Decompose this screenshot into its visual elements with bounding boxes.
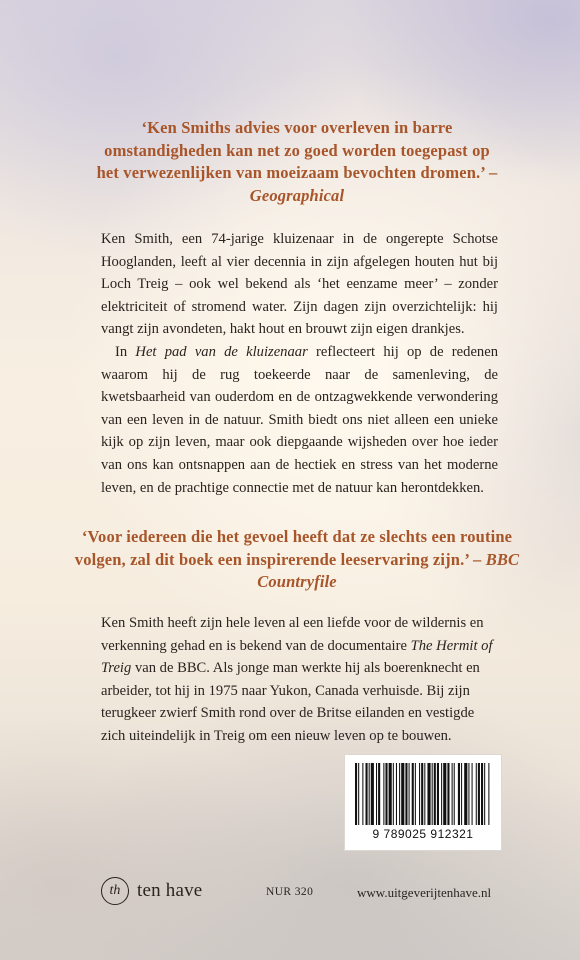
barcode-bar [369,763,370,825]
ten-have-logo-icon: th [101,877,129,905]
description-paragraph-2: In Het pad van de kluizenaar reflecteert hij op de redenen waarom hij de rug toekeerde naar de samenleving, de kwetsbaarheid van ouderdom en de ontzagwekkende verwondering van een leven in de natuur. Smith biedt ons niet alleen een unieke kijk op zijn leven, maar ook diepgaande wijsheden over hoe ieder van ons kan ontsnappen aan de hectiek en stress van het moderne leven, en de prachtige connectie met de natuur kan herontdekken. [101,343,498,496]
barcode-bar [478,763,480,825]
barcode-bar [383,763,384,825]
book-title: Het pad van de kluizenaar [135,343,308,360]
quote-source: BBC Countryfile [257,549,520,591]
publisher-name: ten have [137,880,203,901]
barcode-bar [366,763,368,825]
barcode-bar [464,763,467,825]
barcode-bar [385,763,387,825]
barcode-bar [432,763,433,825]
barcode-bar [393,763,394,825]
barcode-bar [427,763,430,825]
barcode-bar [378,763,380,825]
barcode-bar [415,763,416,825]
publisher-logo [101,873,202,909]
documentary-title: The Hermit of Treig [101,637,493,677]
review-quote-bbc-countryfile [70,526,524,594]
description-paragraph-1: Ken Smith, een 74-jarige kluizenaar in de ongerepte Schotse Hooglanden, leeft al vier decennia in zijn afgelegen houten hut bij Loch Treig – ook wel bekend als ‘het eenzame meer’ – zonder elektriciteit of stromend water. Zijn dagen zijn overzichtelijk: hij vangt zijn avondeten, hakt hout en brouwt zijn eigen drankjes. [101,231,498,338]
barcode-bar [399,763,400,825]
barcode-bar [376,763,377,825]
barcode-bar [443,763,446,825]
barcode-bar [437,763,439,825]
barcode-bar [461,763,462,825]
publisher-website: www.uitgeverijtenhave.nl [357,885,492,900]
quote-text: ‘Ken Smiths advies voor overleven in barre omstandigheden kan net zo goed worden toegepast op het verwezenlijken van moeizaam bevochten dromen.’ – [96,118,498,182]
barcode-bar [452,763,453,825]
barcode-bar [401,763,404,825]
barcode-bar [412,763,414,825]
book-description [101,228,498,499]
barcode-bar [458,763,460,825]
barcode-bar [468,763,469,825]
author-bio: Ken Smith heeft zijn hele leven al een liefde voor de wildernis en verkenning gehad en is bekend van de documentaire The Hermit of Treig van de BBC. Als jonge man werkte hij als boerenknecht en arbeider, tot hij in 1975 naar Yukon, Canada verhuisde. Bij zijn terugkeer zwierf Smith rond over de Britse eilanden en vestigde zich uiteindelijk in Treig om een nieuw leven op te bouwen. [101,615,493,744]
nur-code: NUR 320 [266,886,314,898]
barcode-bar [424,763,425,825]
barcode-bar [472,763,473,825]
barcode-number: 9 789025 912321 [372,827,474,841]
barcode-bar [434,763,436,825]
quote-source: Geographical [249,185,345,205]
barcode-bar [454,763,455,825]
barcode-bar [441,763,442,825]
isbn-barcode [344,754,502,851]
barcode-bar [476,763,477,825]
barcode-bar [355,763,357,825]
barcode-bar [447,763,449,825]
barcode-bar [421,763,423,825]
barcode-bars [355,763,491,825]
barcode-bar [484,763,485,825]
barcode-bar [488,763,489,825]
barcode-bar [362,763,363,825]
barcode-bar [419,763,420,825]
barcode-bar [358,763,359,825]
barcode-bar [396,763,397,825]
barcode-bar [371,763,374,825]
barcode-bar [481,763,483,825]
quote-text: ‘Voor iedereen die het gevoel heeft dat ze slechts een routine volgen, zal dit boek een inspirerende leeservaring zijn.’ – [74,527,513,569]
review-quote-geographical [92,117,502,207]
barcode-bar [389,763,392,825]
barcode-bar [409,763,410,825]
barcode-bar [405,763,407,825]
